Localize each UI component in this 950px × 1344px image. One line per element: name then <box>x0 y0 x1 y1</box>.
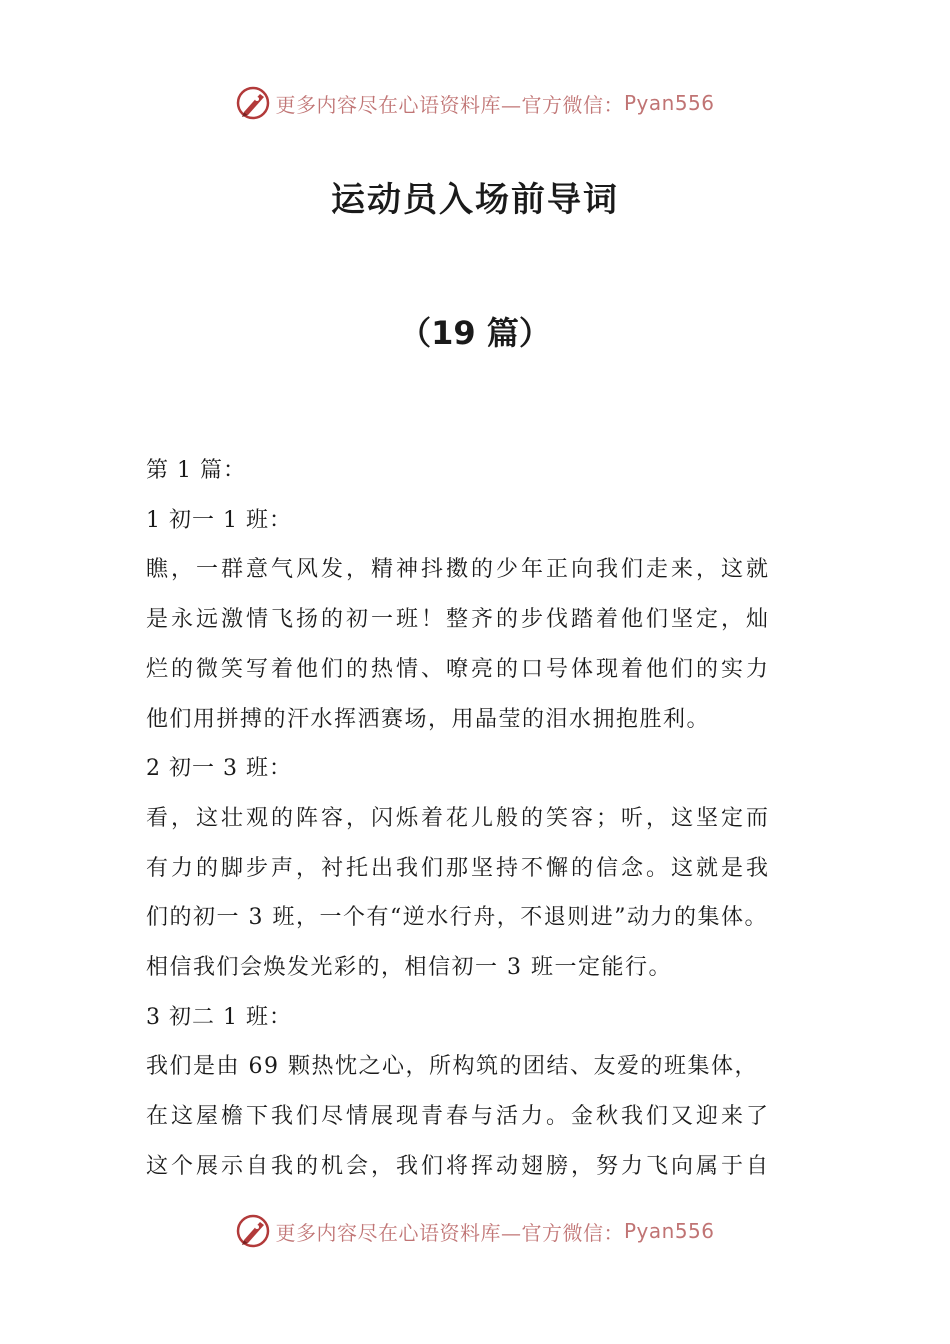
header-watermark <box>0 83 950 123</box>
paragraph-line: 我们是由 69 颗热忱之心，所构筑的团结、友爱的班集体， <box>146 1054 758 1080</box>
paragraph-line: 在这屋檐下我们尽情展现青春与活力。金秋我们又迎来了 <box>146 1104 772 1130</box>
section-heading: 第 1 篇： <box>146 458 246 483</box>
paragraph-line: 他们用拼搏的汗水挥洒赛场，用晶莹的泪水拥抱胜利。 <box>146 706 711 732</box>
paragraph-line: 有力的脚步声，衬托出我们那坚持不懈的信念。这就是我 <box>146 855 772 881</box>
footer-watermark <box>0 1211 950 1251</box>
paragraph-line: 这个展示自我的机会，我们将挥动翅膀，努力飞向属于自 <box>146 1153 772 1179</box>
class-heading: 3 初二 1 班： <box>146 1004 292 1030</box>
watermark-handle: Pyan556 <box>623 1219 715 1243</box>
document-count: （19 篇） <box>399 314 551 352</box>
document-title: 运动员入场前导词 <box>331 180 619 220</box>
watermark-text: 更多内容尽在心语资料库—官方微信： <box>275 1220 624 1245</box>
class-heading: 1 初一 1 班： <box>146 507 292 533</box>
pen-logo-icon <box>235 1213 271 1249</box>
paragraph-line: 瞧，一群意气风发，精神抖擞的少年正向我们走来，这就 <box>146 557 772 583</box>
paragraph-line: 相信我们会焕发光彩的，相信初一 3 班一定能行。 <box>146 955 672 981</box>
paragraph-line: 烂的微笑写着他们的热情、嘹亮的口号体现着他们的实力 <box>146 656 772 682</box>
pen-logo-icon <box>235 85 271 121</box>
class-heading: 2 初一 3 班： <box>146 756 292 782</box>
document-body <box>146 446 836 1192</box>
watermark-text: 更多内容尽在心语资料库—官方微信： <box>275 92 624 117</box>
paragraph-line: 们的初一 3 班，一个有“逆水行舟，不退则进”动力的集体。 <box>146 905 768 931</box>
watermark-handle: Pyan556 <box>623 91 715 115</box>
paragraph-line: 看，这壮观的阵容，闪烁着花儿般的笑容；听，这坚定而 <box>146 805 772 831</box>
paragraph-line: 是永远激情飞扬的初一班！整齐的步伐踏着他们坚定，灿 <box>146 607 772 633</box>
